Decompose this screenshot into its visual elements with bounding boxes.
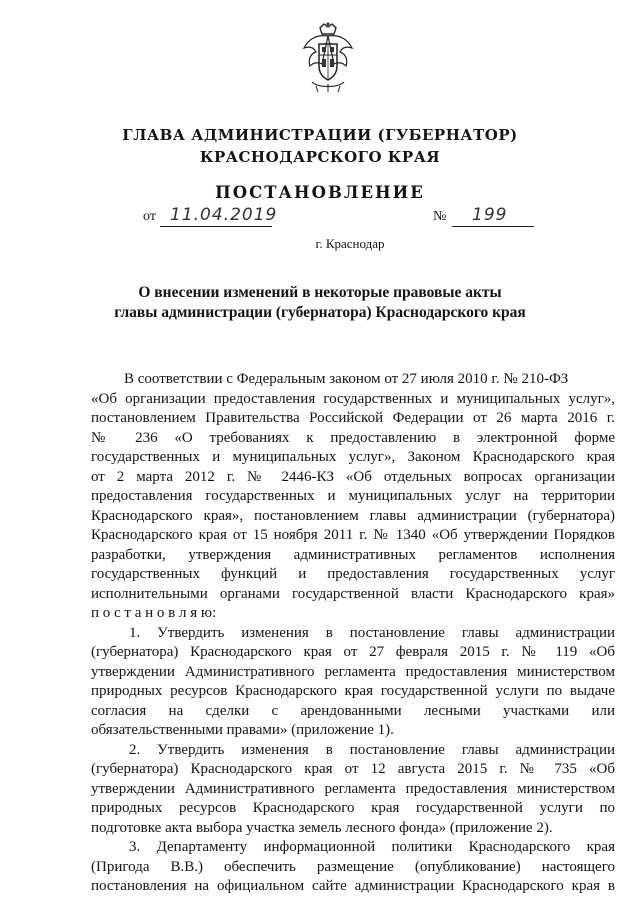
coat-of-arms-icon bbox=[298, 22, 358, 94]
subject-line-2: главы администрации (губернатора) Краснодарского края bbox=[114, 304, 526, 321]
date-label: от bbox=[143, 209, 156, 224]
body-line: утверждении Административного регламента предоставления министерством bbox=[91, 663, 615, 680]
document-type-title: ПОСТАНОВЛЕНИЕ bbox=[215, 183, 425, 202]
body-line: исполнительными органами государственной власти Краснодарского края» bbox=[91, 585, 615, 602]
body-line: от 2 марта 2012 г. № 2446-КЗ «Об отдельных вопросах организации bbox=[91, 468, 615, 485]
body-line: постановлением Правительства Российской Федерации от 26 марта 2016 г. bbox=[91, 410, 615, 426]
body-line: В соответствии с Федеральным законом от 27 июля 2010 г. № 210-ФЗ bbox=[124, 371, 569, 387]
number-value: 199 bbox=[472, 205, 508, 225]
date-underline bbox=[160, 226, 272, 227]
body-line: разработки, утверждения административных регламентов исполнения bbox=[91, 546, 615, 563]
body-line: «Об организации предоставления государственных и муниципальных услуг», bbox=[91, 390, 615, 407]
body-line: (губернатора) Краснодарского края от 27 февраля 2015 г. № 119 «Об bbox=[91, 644, 615, 660]
body-line: 2. Утвердить изменения в постановление главы администрации bbox=[129, 741, 615, 758]
body-line: государственных функций и предоставления государственных услуг bbox=[91, 566, 615, 582]
body-line: согласия на сделки с арендованными лесными участками или bbox=[91, 702, 615, 719]
body-line: 1. Утвердить изменения в постановление главы администрации bbox=[129, 624, 615, 641]
date-value: 11.04.2019 bbox=[170, 205, 278, 225]
number-underline bbox=[452, 226, 534, 227]
header-line-1: ГЛАВА АДМИНИСТРАЦИИ (ГУБЕРНАТОР) bbox=[122, 126, 518, 144]
body-line: утверждении Административного регламента предоставления министерством bbox=[91, 780, 615, 797]
header-line-2: КРАСНОДАРСКОГО КРАЯ bbox=[199, 148, 441, 166]
body-line: Краснодарского края», постановлением главы администрации (губернатора) bbox=[91, 507, 615, 524]
body-line: постановления на официальном сайте администрации Краснодарского края в bbox=[91, 878, 615, 894]
body-line: Краснодарского края от 15 ноября 2011 г. № 1340 «Об утверждении Порядков bbox=[91, 527, 615, 543]
body-line: п о с т а н о в л я ю: bbox=[91, 605, 217, 621]
number-label: № bbox=[433, 209, 447, 224]
body-line: природных ресурсов Краснодарского края государственной услуги по выдаче bbox=[91, 683, 615, 699]
city-label: г. Краснодар bbox=[315, 236, 385, 251]
body-line: природных ресурсов Краснодарского края государственной услуги по bbox=[91, 800, 615, 816]
subject-line-1: О внесении изменений в некоторые правовые акты bbox=[138, 284, 502, 301]
document-body bbox=[91, 370, 615, 897]
body-line: предоставления государственных и муниципальных услуг на территории bbox=[91, 488, 615, 504]
body-line: обязательственными правами» (приложение 1). bbox=[91, 722, 394, 738]
body-line: № 236 «О требованиях к предоставлению в электронной форме bbox=[91, 429, 615, 446]
body-line: (Пригода В.В.) обеспечить размещение (опубликование) настоящего bbox=[91, 858, 615, 875]
body-line: государственных и муниципальных услуг», Законом Краснодарского края bbox=[91, 449, 615, 465]
body-line: 3. Департаменту информационной политики Краснодарского края bbox=[129, 839, 615, 855]
body-line: (губернатора) Краснодарского края от 12 августа 2015 г. № 735 «Об bbox=[91, 761, 615, 777]
body-line: подготовке акта выбора участка земель лесного фонда» (приложение 2). bbox=[91, 819, 553, 836]
